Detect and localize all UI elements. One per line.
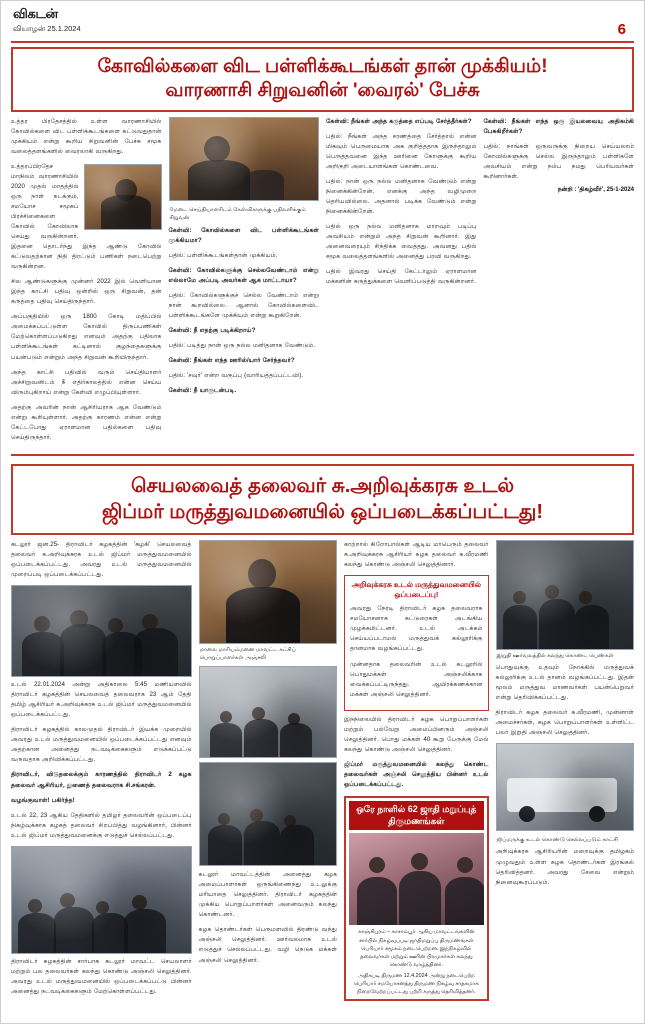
publication-logo: விகடன் [13,6,58,21]
story1-c1-p3: சில ஆண்டுகளுக்கு முன்னர் 2022 இல் வெளியான இந்த காட்சி பதிவு ஒன்றில் ஒரு சிறுவன், தன் கருத்தை பதிவு செய்திருந்தார். [11,278,162,306]
story2-c2-p2: கழக தொண்டர்கள் பெருமளவில் திரண்டு வந்து அஞ்சலி செலுத்தினர். ஊர்வலமாக உடல் எடுத்துச் செல்லப்பட்டது. வழி நெடுக மக்கள் அஞ்சலி செலுத்தினர். [198,926,338,964]
story1-c4-p1: கேள்வி: நீங்கள் எந்த ஒரு இயலவையு அதிகம்கி பேசுகிறீர்கள்? [483,117,634,135]
story1-q1: கேள்வி: கோவில்களை விட பள்ளிக்கூடங்கள் முக்கியமா? [168,226,319,244]
story2-c1-p2: உடல் 22.01.2024 அன்று அதிகாலை 5:45 மணியளவில் திராவிடர் கழகத்தின் செயலவைத் தலைவராக 23 ஆம் தேதி தமிழ் ஆசிரியர் சு.அறிவுக்கரசு உடல் ஜிப்மர் மருத்துவமனையில் ஒப்படைக்கப்பட்டது. [11,681,192,719]
story2-c1-p6: உடல் 22, 23 ஆகிய தேதிகளில் தமிழர் தலைவரின் ஒப்படைப்பு நிகழ்வுக்காக கழகத் தலைவர் சிறப்பித்து வழங்கினார், பின்னர் உடல் ஜிப்மர் மருத்துவமனைக்கு எடுத்துச் செல்லப்பட்டது. [11,811,192,839]
story2-caption-left: மாலை மாரியம்மனை மாவட்ட கட்சிப் பொறுப்பாளர்கள் அஞ்சலி [199,646,296,662]
story2-photo-street-crowd [199,666,337,758]
story2-c4-p2: திராவிடர் கழக தலைவர் க.வீரமணி, முன்னாள் அமைச்சர்கள், கழக பொறுப்பாளர்கள் உள்ளிட்ட பலர் இறுதி அஞ்சலி செலுத்தினர். [495,709,634,737]
story2-box-title: அறிவுக்கரசு உடல் மருத்துவமனையில் ஒப்படைப்பு! [351,580,481,600]
wedding-caption-1: காஞ்சிபுரம் – காசாம்பூர் ஆகிய மாவட்டங்களின் சார்பில் நிகழ்வுப்படி ஜாதிமறுப்பு திருமணங்கள் பெரியார் சமூகம் நடைபெற்றன. இந்நிகழ்வில் தலைவர்கள் மற்றும் ஊரின் பிரமுகர்கள் கலந்து கொண்டு வாழ்த்தினர். [358,929,475,968]
story1-column-4 [484,117,635,448]
story2-headline-block [11,464,634,535]
story2-column-3 [344,540,488,1002]
story2-c1-p7: திராவிடர் கழகத்தின் சார்பாக கடலூர் மாவட்ட செயலாளர் மற்றும் பல தலைவர்கள் கலந்து கொண்டு அஞ்சலி செலுத்தினர். அவரது உடல் மருத்துவமனையில் ஒப்படைக்கப்பட்டு பின்னர் அனைத்து நடவடிக்கைகளும் மேற்கொள்ளப்பட்டது. [11,957,192,995]
story1-a2: பதில்: கோவில்களுக்குச் செல்ல வேண்டாம் என்று நான் கூறவில்லை. ஆனால் கோவில்களைவிட பள்ளிக்கூடங்களே முக்கியம் என்று கூறுகிறேன். [168,291,319,320]
story1-byline: நன்றி : 'திகழ்வீர்', 25-1-2024 [557,186,634,193]
story1-columns [11,117,634,448]
story1-a4: பதில்: 'சவுர்' என்ற வகுப்பு (வாரியத்தப்பட்டவி). [168,372,303,380]
story1-c3-p5: பதில் இவரது செய்தி கேட்டாலும் ஏராளமான மக்களின் கருத்துக்களை வெளிப்படுத்தி வருகின்றனர். [326,268,477,286]
story1-q4: கேள்வி: நீங்கள் எந்த ஊரில்/யார் சேர்ந்தவர்? [168,357,295,365]
masthead-rule [11,41,634,43]
story1-c1-p6: அதற்கு அவரின் நான் ஆசிரியராக ஆக வேண்டும் என்று கூறியுள்ளார். அதற்கு காரணம் என்ன என்று கேட்டபோது ஏராளமான பதில்களை பதிவு செய்திருந்தார். [11,403,162,441]
story2-c1-p4: திராவிடர், விடுதலைக்கும் காரணத்தில் திராவிடர் 2 கழக தலைவர் ஆசிரியர், துணைத் தலைவராக சி.சங்கரன். [11,771,192,789]
story2-photo-mourners [11,585,192,677]
story2-c1-p1: கடலூர் ஜன.25- திராவிடர் கழகத்தின் 'கழகி' செயலவைத் தலைவர் சு.அறிவுக்கரசு உடல் ஜிப்மர் மருத்துவமனையில் ஒப்படைக்கப்பட்டது. அவரது உடல் மருத்துவமனையில் முறைப்படி ஒப்படைக்கப்பட்டது. [11,540,192,579]
story2-c4-p3: அறிவுக்கரசு ஆசிரியரின் மறைவுக்கு தமிழகம் முழுவதும் உள்ள கழக தொண்டர்கள் இரங்கல் தெரிவித்தனர். அவரது சேவை என்றும் நினைவுகூரப்படும். [495,848,634,886]
story2-c1-p5: வழங்குவாள்! பகிர்ந்த! [11,796,75,804]
story1-column-2 [169,117,320,448]
story2-columns [11,540,634,1002]
wedding-photo [349,833,483,925]
story1-q5: கேள்வி: நீ யாருடன்படி. [168,387,237,395]
story2-c1-p3: திராவிடர் கழகத்தில் காலமுதல் திராவிடர் இயக்க முறையில் அவரது உடல் மருத்துவமனையில் ஒப்படைக்கப்பட்டது எனவும் அதற்கான அனைத்து நடவடிக்கைகளும் எடுக்கப்பட்டு வருவதாக அறிவிக்கப்பட்டது. [11,726,192,764]
story2-box-p2: முன்னதாக தலைவரின் உடல் கடலூரில் பொதுமக்கள் அஞ்சலிக்காக வைக்கப்பட்டிருந்தது. ஆயிரக்கணக்கான மக்கள் அஞ்சலி செலுத்தினர். [350,660,483,698]
story2-photo-ambulance [496,743,634,831]
section-divider [11,454,634,456]
story1-photo-boy [84,164,162,230]
masthead [1,1,644,38]
wedding-box-title: ஒரே நாளில் 62 ஜாதி மறுப்புத் திருமணங்கள் [349,801,483,830]
story2-photo-flag-crowd [199,762,337,866]
story1-c1-p1: உத்தர பிரதேசத்தில் உள்ள வாரணாசியில் கோவில்களை விட பள்ளிக்கூடங்களை கட்டுவதுதான் முக்கியம் என்று கூறிய சிறுவனின் பேச்சு சமூக வலைத்தளங்களில் வைரலாகி வருகிறது. [11,117,162,155]
story1-headline-line1: கோவில்களை விட பள்ளிக்கூடங்கள் தான் முக்கியம்! [97,56,548,77]
story2-column-4 [496,540,634,1002]
page-number: 6 [617,21,626,38]
story1-a1: பதில்: பள்ளிக்கூடங்கள்தான் முக்கியம். [168,251,278,259]
story1-q3: கேள்வி: நீ எதற்கு படிக்கிறாய்? [168,327,256,335]
story1-photo-interview [169,117,320,201]
story2-photo-speaker [199,540,337,644]
story2-column-1 [11,540,192,1002]
story1-c3-p4: பதில் ஒரு நல்ல மனிதனாக மாறவும் படிப்பு அவசியம் என்றும் அந்த சிறுவன் கூறினார். இது அனைவரையும் சிந்திக்க வைத்தது. அவனது பதில் சமூக வலைத்தளங்களில் அனைத்து பரவி வருகிறது. [326,222,477,261]
story1-c1-p5: அந்த காட்சி பதிவில் வரும் செய்தியாளர் அச்சிறுவனிடம் நீ எதிர்காலத்தில் என்ன செய்ய விரும்புகிறாய் என்று கேள்வி எழுப்பியுள்ளார். [11,368,162,396]
story2-photo-gathering [496,540,634,650]
story1-c1-p2: உத்தரப்பிரதேச மாநிலம் வாரணாசியில் 2020 முதல் மாதத்தில் ஒரு நாள் நடக்கும், சமயோச சமூகப் பிரச்சினைகளை கோவில் கோவிலாக செய்து வருகின்றனர். இதனை தொடர்ந்து இந்த ஆண்டு கோவில் கட்டுவதற்கான நிதி திரட்டும் பணிகள் நடைபெற்று வருகின்றன. [11,162,162,271]
story2-wedding-box [344,796,488,1001]
story1-c1-p4: அப்பகுதியில் ஒரு 1800 கோடி மதிப்பில் அமைக்கப்பட்டுள்ள கோவில் திருப்பணிகள் மேற்கொள்ளப்படுகிறது எனவும் அதற்கு பதிலாக பள்ளிக்கூடங்கள் கட்டினால் குழந்தைகளுக்கு பயன்படும் என்றும் அந்த சிறுவன் கூறியிருந்தார். [11,313,162,361]
story1-headline-line2: வாரணாசி சிறுவனின் 'வைரல்' பேச்சு [165,79,480,101]
masthead-left [13,7,81,34]
story2-photo-procession [11,846,192,954]
wedding-caption-2: அதிகபடி திருமண 12.4.2024 அன்று நடைபெற்ற பெரியார் சமயோசனத்து திருமண நிகழ்வு சாதகமாக நிறைவேற்றப்பட்டது பற்றி கருத்து தெரிவித்தனர். [353,972,479,996]
story1-headline-block [11,47,634,112]
story2-headline-line2: ஜிப்மர் மருத்துவமனையில் ஒப்படைக்கப்பட்டது! [101,500,544,523]
story2-c4-p1: பொதுவுக்கு உதவும் நோக்கில் மருத்துவக் கல்லூரிக்கு உடல் தானம் வழங்கப்பட்டது. இதன் மூலம் மருத்துவ மாணவர்கள் பயன்பெறுவர் என்று தெரிவிக்கப்பட்டது. [495,664,634,702]
story1-c4-p2: பதில்: நாங்கள் ஒருவருக்கு நிறைய செய்யலாம் கோவில்களுக்கு செல்ல இருந்தாலும் பள்ளிகளே அவசியம் என்று நம்ப நமது பெரியவர்கள் கூறினார்கள். [483,142,634,180]
story2-c3-p4: இந்நிலையில் திராவிடர் கழக பொறுப்பாளர்கள் மற்றும் பல்வேறு அமைப்பினரும் அஞ்சலி செலுத்தினர். பொது மக்கள் 40 கூறு பேருக்கு மேல் கலந்து கொண்டு அஞ்சலி செலுத்தினர். [344,715,489,753]
story2-caption-amb: ஜிப்மருக்கு உடல் கொண்டு செல்லப்படும் காட்சி [496,837,618,844]
story1-c3-p2: பதில்: நீங்கள் அந்த சரணத்தை சேர்த்தால் என்ன மிகவும் பெருமையாக அக குறித்ததாக இருந்தாலும் பெருத்தவனை இந்த ஊரினை கோளுக்கு கூறிய அறிகுறி அடையாளங்கள் கொண்டவை. [326,132,477,170]
story2-highlight-box [344,575,488,711]
story2-c3-p5: ஜிப்மர் மருத்துவமனையில் கலந்து கொண்ட தலைவர்கள் அஞ்சலி செலுத்திய பின்னர் உடல் ஒப்படைக்கப்பட்டது. [344,760,489,788]
story1-c3-p1: கேள்வி: நீங்கள் அந்த கருத்தை எப்படி சேர்த்தீர்கள்? [326,117,472,125]
page-footer-space [1,1002,644,1008]
story1-a3: பதில்: படித்து நான் ஒரு நல்ல மனிதனாக வேண்டும். [168,342,316,350]
story1-column-1 [11,117,162,448]
publication-date: வியாழன் 25.1.2024 [13,24,81,33]
story2-c2-p1: கடலூர் மாவட்டத்தின் அனைத்து கழக அமைப்பாளர்கள் ஒருங்கிணைந்து உடலுக்கு மரியாதை செலுத்தினர். திராவிடர் கழகத்தின் முக்கிய பொறுப்பாளர்கள் அனைவரும் கலந்து கொண்டனர். [198,871,338,919]
story2-headline-line1: செயலவைத் தலைவர் சு.அறிவுக்கரசு உடல் [130,474,515,497]
story1-c3-p3: பதில்: நான் ஒரு நல்ல மனிதனாக வேண்டும் என்று நினைக்கின்றேன். எனக்கு அந்த வழிமுறை தெரியவில்லை. அதனால் படிக்க வேண்டும் என்று நினைக்கின்றேன். [326,177,477,215]
story1-q2: கேள்வி: கோவில்களுக்கு செல்லவேண்டாம் என்று எல்லாமே அப்படி அவர்கள் ஆக மாட்டாயா? [168,266,319,284]
story2-column-2 [199,540,337,1002]
story2-caption-right: இறுதி ஊர்வலத்தில் கலந்து கொண்ட பெண்கள் [496,652,614,659]
story1-photo-caption: மேடை செய்தியாளரிடம் கேள்விகளுக்கு பதிலளிக்கும் சிறுவன் [169,206,306,221]
story1-column-3 [326,117,477,448]
story2-box-p1: அவரது நேரடி திராவிடர் கழக தலைவராக சமயோசனாக சுட்டுரைகள் அடங்கிய முழக்கமிட்டனர். உடல் அடக்கம் செய்யப்படாமல் மருத்துவக் கல்லூரிக்கு தானமாக வழங்கப்பட்டது. [350,605,483,653]
story2-c3-p1: காற்றால் கிறோபால்கள் ஆடிய மாபெரும் தலைவர் சு.அறிவுக்கரசு ஆசிரியர் கழக தலைவர் க.வீரமணி கலந்து கொண்டு அஞ்சலி செலுத்தினார். [344,540,489,568]
